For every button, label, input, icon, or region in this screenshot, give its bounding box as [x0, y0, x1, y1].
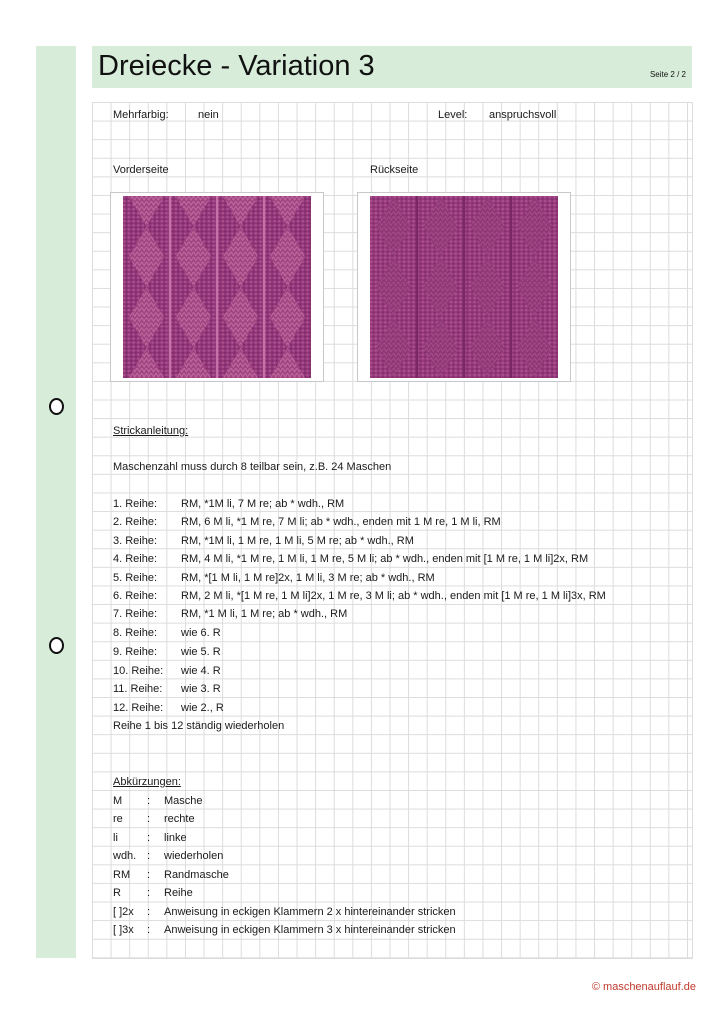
row-text: RM, *1M li, 7 M re; ab * wdh., RM	[181, 498, 345, 510]
row-text: wie 3. R	[181, 683, 221, 695]
row-text: wie 2., R	[181, 702, 224, 714]
front-label: Vorderseite	[113, 164, 169, 176]
abbr-sep: :	[147, 850, 151, 862]
knit-front-image	[123, 196, 311, 378]
page-title: Dreiecke - Variation 3	[98, 50, 375, 82]
row-label: 7. Reihe:	[113, 608, 158, 620]
punch-hole-icon	[49, 398, 64, 415]
punch-hole-icon	[49, 637, 64, 654]
abbr-term: wdh.	[113, 850, 137, 862]
abbr-term: [ ]3x	[113, 924, 134, 936]
front-photo	[110, 192, 324, 382]
abbr-meaning: linke	[164, 832, 187, 844]
abbr-meaning: Randmasche	[164, 869, 229, 881]
row-label: 11. Reihe:	[113, 683, 163, 695]
row-label: 3. Reihe:	[113, 535, 158, 547]
abbr-sep: :	[147, 813, 151, 825]
abbr-meaning: rechte	[164, 813, 195, 825]
repeat-note: Reihe 1 bis 12 ständig wiederholen	[113, 720, 285, 732]
row-label: 10. Reihe:	[113, 665, 164, 677]
stitch-count: Maschenzahl muss durch 8 teilbar sein, z.B. 24 Maschen	[113, 461, 392, 473]
row-label: 2. Reihe:	[113, 516, 158, 528]
row-label: 6. Reihe:	[113, 590, 158, 602]
abbr-term: re	[113, 813, 123, 825]
row-text: RM, *1 M li, 1 M re; ab * wdh., RM	[181, 608, 348, 620]
row-text: wie 4. R	[181, 665, 221, 677]
mehrfarbig-label: Mehrfarbig:	[113, 109, 169, 121]
abbr-sep: :	[147, 906, 151, 918]
row-text: wie 5. R	[181, 646, 221, 658]
row-label: 4. Reihe:	[113, 553, 158, 565]
abbr-sep: :	[147, 832, 151, 844]
abbr-term: [ ]2x	[113, 906, 134, 918]
abbr-term: R	[113, 887, 121, 899]
row-label: 12. Reihe:	[113, 702, 164, 714]
binder-strip	[36, 46, 76, 958]
level-value: anspruchsvoll	[489, 109, 557, 121]
instructions-heading: Strickanleitung:	[113, 425, 189, 437]
abbr-meaning: Reihe	[164, 887, 193, 899]
abbr-meaning: Anweisung in eckigen Klammern 3 x hintereinander stricken	[164, 924, 456, 936]
abbreviations-heading: Abkürzungen:	[113, 776, 181, 788]
row-text: RM, *1M li, 1 M re, 1 M li, 5 M re; ab * wdh., RM	[181, 535, 414, 547]
back-label: Rückseite	[370, 164, 419, 176]
abbr-sep: :	[147, 869, 151, 881]
abbr-sep: :	[147, 887, 151, 899]
abbr-meaning: Anweisung in eckigen Klammern 2 x hintereinander stricken	[164, 906, 456, 918]
row-text: wie 6. R	[181, 627, 221, 639]
row-label: 9. Reihe:	[113, 646, 158, 658]
page-header	[92, 46, 692, 88]
row-text: RM, 2 M li, *[1 M re, 1 M li]2x, 1 M re, 3 M li; ab * wdh., enden mit [1 M re, 1 M li]3x, RM	[181, 590, 606, 602]
level-label: Level:	[438, 109, 468, 121]
row-label: 1. Reihe:	[113, 498, 158, 510]
abbr-term: M	[113, 795, 123, 807]
back-photo	[357, 192, 571, 382]
knit-back-image	[370, 196, 558, 378]
page-number: Seite 2 / 2	[649, 70, 686, 79]
row-text: RM, *[1 M li, 1 M re]2x, 1 M li, 3 M re; ab * wdh., RM	[181, 572, 435, 584]
row-text: RM, 4 M li, *1 M re, 1 M li, 1 M re, 5 M li; ab * wdh., enden mit [1 M re, 1 M li]2x, RM	[181, 553, 589, 565]
mehrfarbig-value: nein	[198, 109, 219, 121]
abbr-sep: :	[147, 795, 151, 807]
row-label: 5. Reihe:	[113, 572, 158, 584]
abbr-meaning: Masche	[164, 795, 203, 807]
abbr-term: li	[113, 832, 118, 844]
row-text: RM, 6 M li, *1 M re, 7 M li; ab * wdh., enden mit 1 M re, 1 M li, RM	[181, 516, 501, 528]
abbr-term: RM	[113, 869, 131, 881]
abbr-meaning: wiederholen	[164, 850, 224, 862]
copyright-footer: © maschenauflauf.de	[591, 981, 696, 993]
row-label: 8. Reihe:	[113, 627, 158, 639]
abbr-sep: :	[147, 924, 151, 936]
